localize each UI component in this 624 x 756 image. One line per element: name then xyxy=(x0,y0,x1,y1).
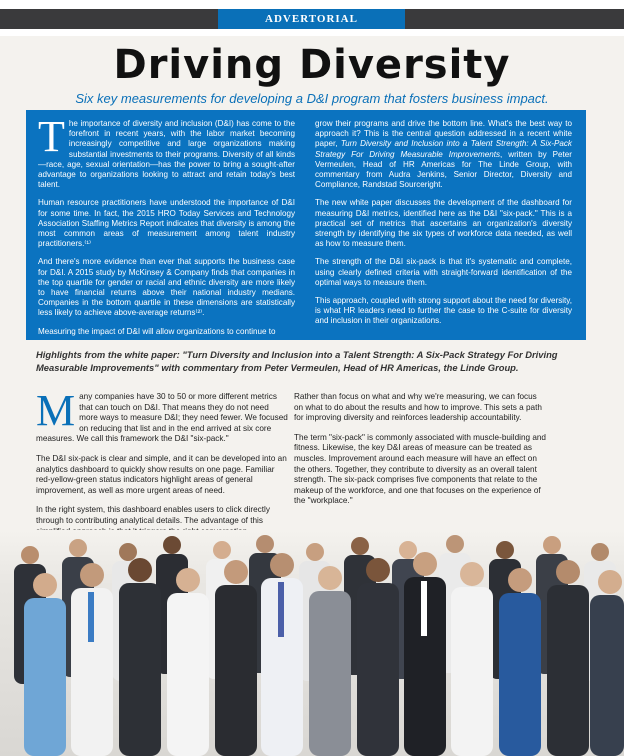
body-paragraph-2: The D&I six-pack is clear and simple, and it can be developed into an analytics dashboard to quickly show results on one page. Familiar red-yellow-green status indicators highlight areas of general improvement, as well as more urgent areas of need. xyxy=(36,453,287,495)
intro-paragraph-4: Measuring the impact of D&I will allow organizations to continue to xyxy=(38,326,276,336)
intro-paragraph-7: The strength of the D&I six-pack is that it's systematic and complete, using clearly defined criteria with straight-forward identification of the optimal ways to measure them. xyxy=(315,257,572,287)
white-paper-title: Turn Diversity and Inclusion into a Talent Strength: A Six-Pack Strategy For Driving Measurable Improvements xyxy=(315,139,572,159)
intro-paragraph-2: Human resource practitioners have understood the importance of D&I for some time. In fact, the 2015 HRO Today Services and Technology Association Staffing Metrics Report indicates that diversity is among the most common areas of measurement among talent industry practitioners.⁽¹⁾ xyxy=(38,198,295,249)
body-column-left xyxy=(36,386,288,546)
page-subtitle: Six key measurements for developing a D&I program that fosters business impact. xyxy=(75,91,549,106)
advertorial-band xyxy=(0,0,624,36)
intro-paragraph-5: grow their programs and drive the bottom line. What's the best way to approach it? This is the central question addressed in a recent white paper, Turn Diversity and Inclusion into a Talent Strength: A Six-Pack Strategy For Driving Measurable Improvements, written by Peter Vermeulen, Head of HR Americas for The Linde Group, with commentary from Audra Jenkins, Senior Director, Diversity and Compliance, Randstad Sourceright. xyxy=(315,119,572,190)
intro-paragraph-8: This approach, coupled with strong support about the need for diversity, is what HR leaders need to further the case to the C-suite for diversity and inclusion in their organizations. xyxy=(315,296,572,326)
body-paragraph-5: The term "six-pack" is commonly associated with muscle-building and fitness. Likewise, the key D&I areas of measure can be treated as muscles. Improvement around each measure will have an effect on the others. Together, they contribute to diversity as an overall talent strength. The six-pack comprises five components that relate to the makeup of the workforce, and one that focuses on the experience of the "workplace." xyxy=(294,432,546,506)
body-paragraph-1: Many companies have 30 to 50 or more different metrics that can touch on D&I. That means they do not need more ways to measure D&I; they need fewer. We focused on reducing that list and in the end arrived at six core measures. We call this framework the D&I "six-pack." xyxy=(36,386,288,444)
business-crowd-photo xyxy=(0,530,624,756)
intro-paragraph-6: The new white paper discusses the development of the dashboard for measuring D&I metrics, identified here as the D&I "six-pack." This is a practical set of metrics that ascertains an organization's diversity strength by identifying the six types of workforce data needed, as well as how to measure them. xyxy=(315,198,572,249)
page-title: Driving Diversity xyxy=(113,42,511,88)
intro-paragraph-1: The importance of diversity and inclusion (D&I) has come to the forefront in recent years, with the labor market becoming increasingly competitive and large organizations making substantial investments to their programs. Diversity of all kinds—race, age, sexual orientation—has the power to bring a sought-after advantage to organizations looking to attract and retain today's best talent. xyxy=(38,112,295,190)
intro-box xyxy=(26,110,586,340)
intro-column-left xyxy=(38,112,295,345)
highlights-heading: Highlights from the white paper: "Turn Diversity and Inclusion into a Talent Strength: A Six-Pack Strategy For Driving Measurable Improvements" with commentary from Peter Vermeulen, Head of HR Americas, the Linde Group. xyxy=(36,349,558,373)
advertorial-tag: ADVERTORIAL xyxy=(218,9,405,29)
intro-paragraph-3: And there's more evidence than ever that supports the business case for D&I. A 2015 study by McKinsey & Company finds that companies in the top quartile for gender or racial and ethnic diversity are more likely to have financial returns above their national industry medians. Companies in the bottom quartile in these dimensions are statistically less likely to achieve above-average returns⁽²⁾. xyxy=(38,257,295,318)
band-bar-left xyxy=(0,9,218,29)
body-paragraph-3: In the right system, this dashboard enables users to click directly through to contributing analytical details. The advantage of this xyxy=(36,505,270,525)
intro-column-right xyxy=(315,119,572,335)
body-drop-cap: M xyxy=(36,386,76,435)
band-bar-right xyxy=(405,9,624,29)
body-paragraph-4: Rather than focus on what and why we're measuring, we can focus on what to do about the results and how to improve. This sets a path for improving diversity and reinforces leadership accountability. xyxy=(294,392,542,423)
body-column-right xyxy=(294,392,546,516)
intro-drop-cap: T xyxy=(38,112,65,161)
